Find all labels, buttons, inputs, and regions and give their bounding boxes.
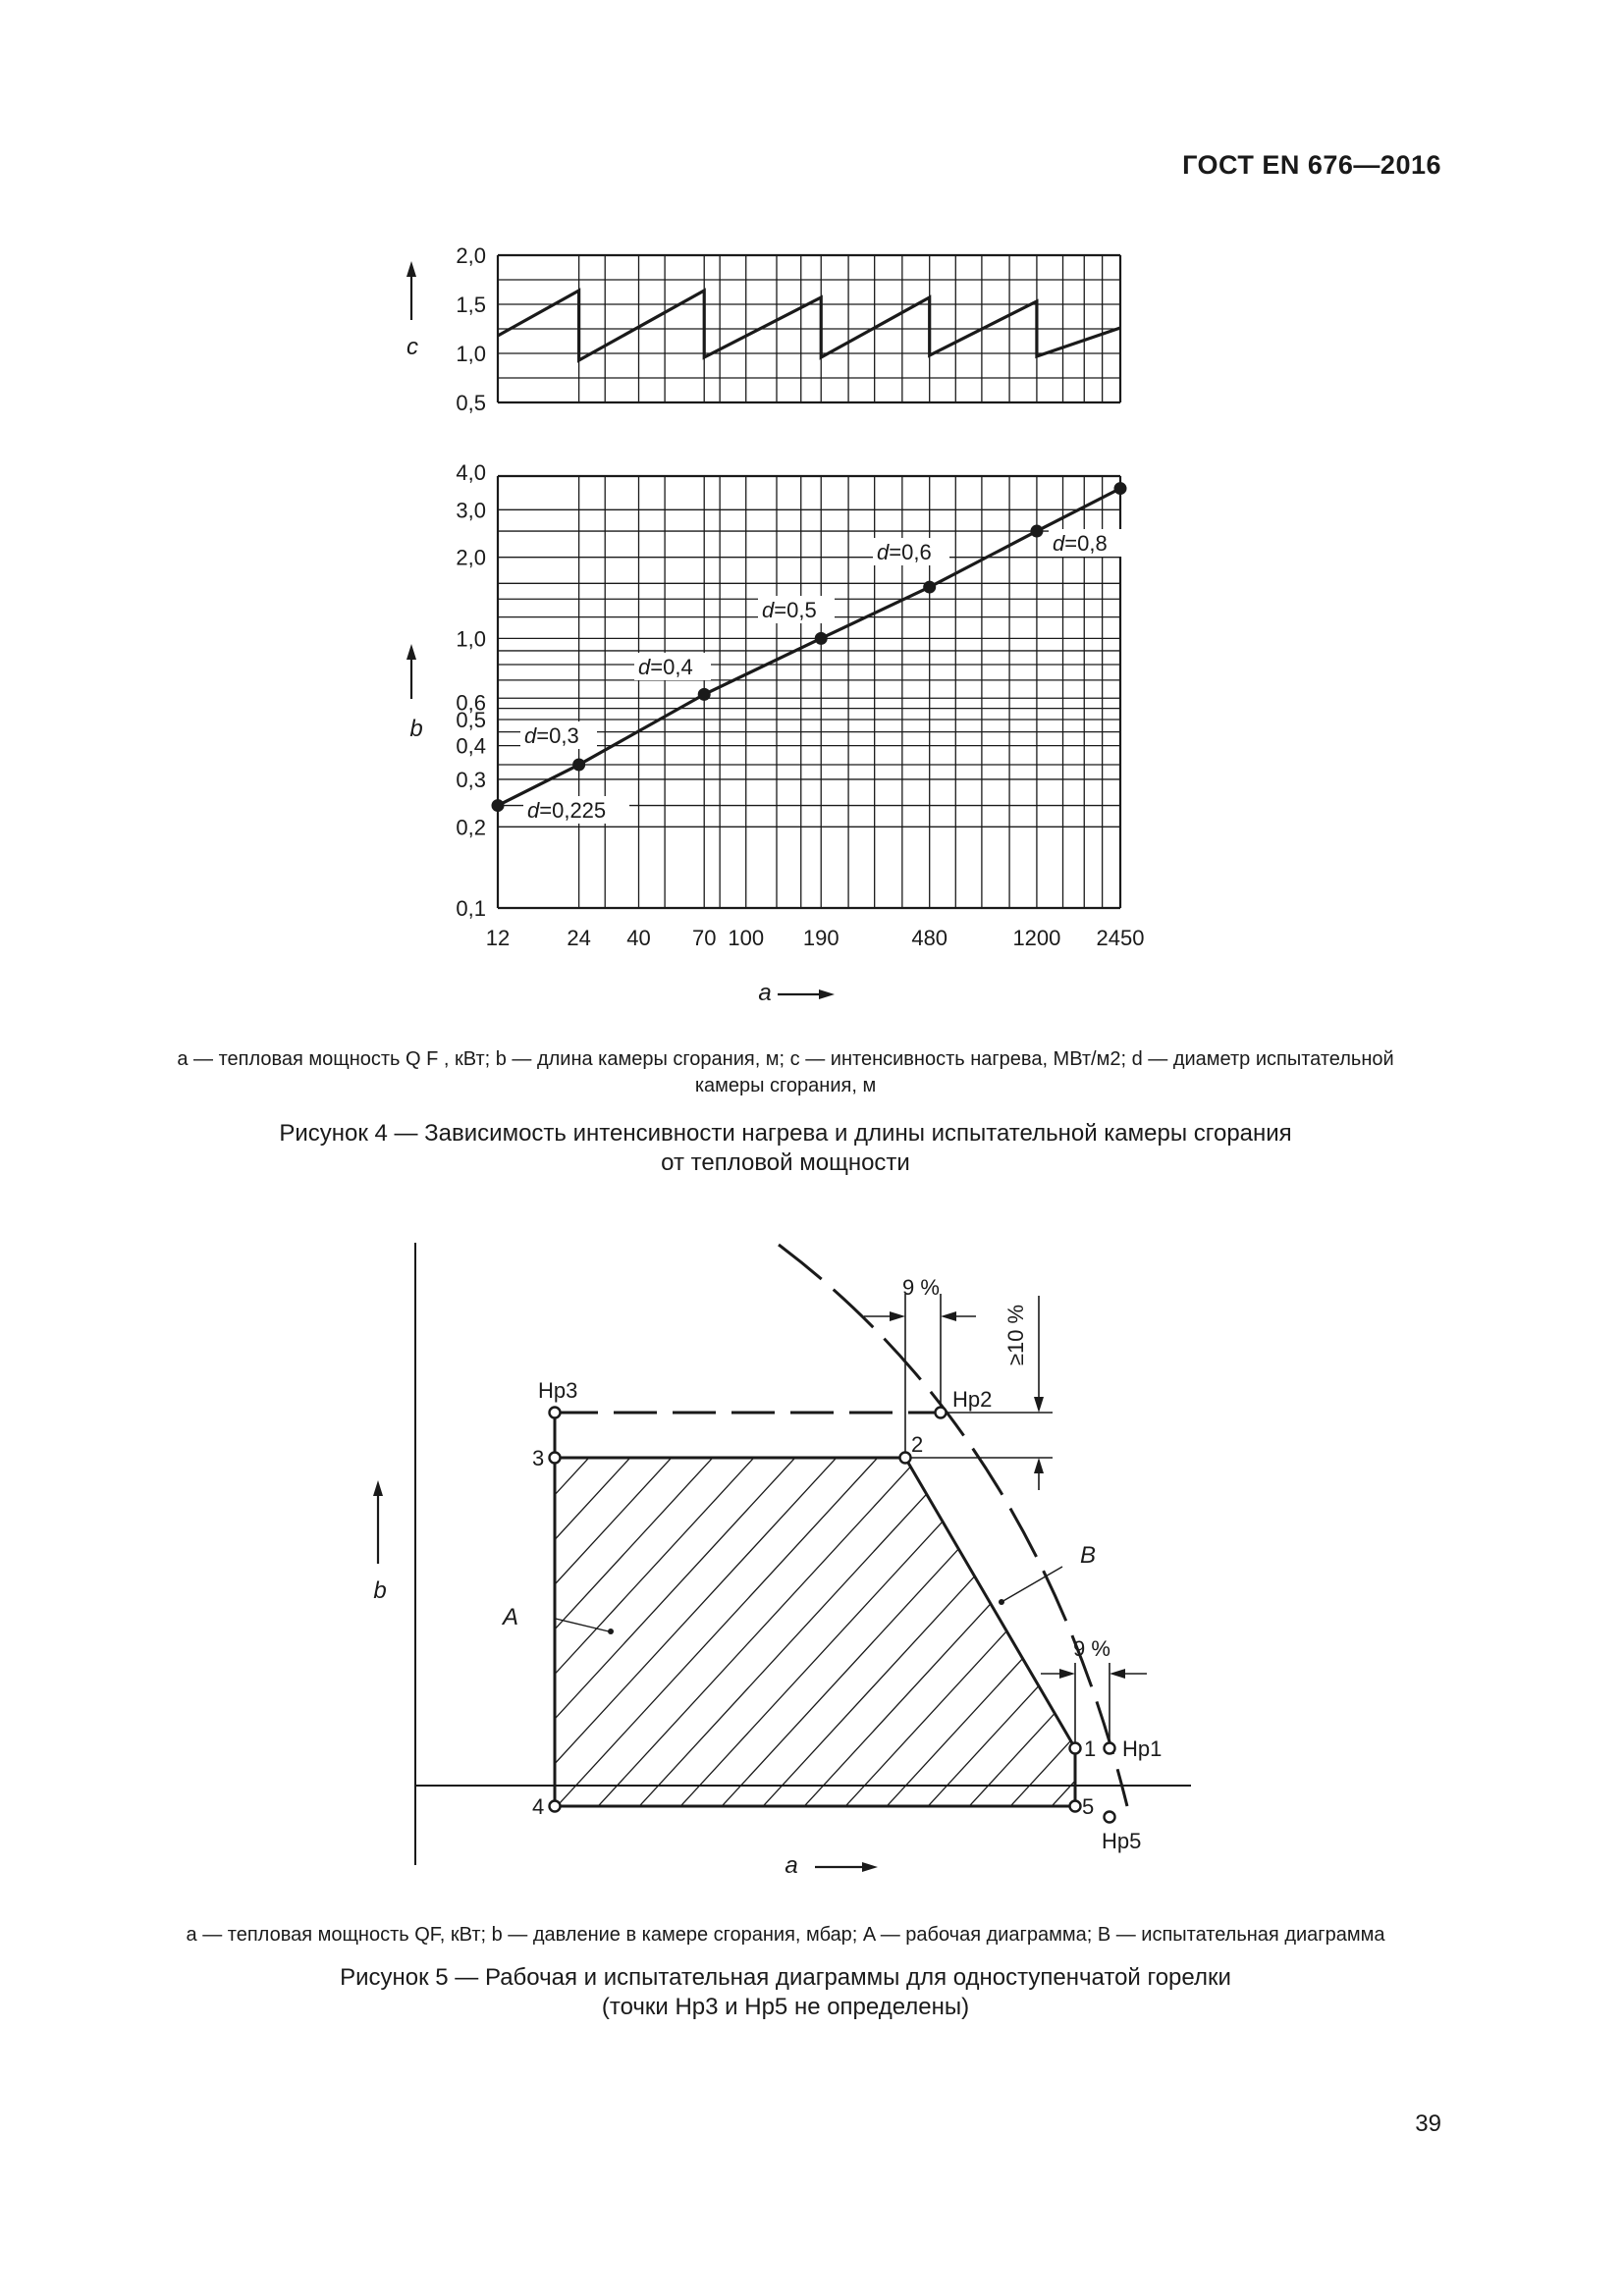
document-standard-header: ГОСТ EN 676—2016: [1182, 150, 1441, 180]
x-tick-label: 40: [626, 926, 651, 950]
point-hp5: [1105, 1812, 1115, 1823]
hatch-line: [214, 1374, 666, 1865]
b-tick-label: 4,0: [456, 460, 486, 485]
point-1: [1070, 1743, 1081, 1754]
chamber-length-point: [1030, 525, 1043, 538]
margin-9-percent-right: 9 %: [1073, 1636, 1110, 1661]
label-hp3: Hp3: [538, 1378, 578, 1403]
figure4-chart: [0, 0, 1624, 1021]
x-tick-label: 12: [485, 926, 511, 950]
point-hp1: [1105, 1743, 1115, 1754]
operating-diagram-outline: [555, 1458, 1075, 1806]
label-3: 3: [532, 1446, 545, 1470]
x-tick-label: 1200: [1012, 926, 1061, 950]
operating-area-hatch: [0, 1374, 1624, 1865]
figure5-caption-line2: (точки Hp3 и Hp5 не определены): [601, 1994, 970, 2020]
hatch-line: [0, 1374, 418, 1865]
chamber-length-point: [572, 759, 585, 772]
figure5-legend: a — тепловая мощность QF, кВт; b — давление в камере сгорания, мбар; A — рабочая диаграмма; B — испытательная диаграмма: [186, 1924, 1385, 1946]
chamber-length-panel-grid: [498, 476, 1120, 908]
x-tick-label: 190: [802, 926, 839, 950]
diameter-label: d=0,5: [762, 598, 817, 622]
hatch-line: [0, 1374, 336, 1865]
fig5-a-axis-label: a: [785, 1852, 798, 1879]
hatch-line: [255, 1374, 707, 1865]
point-4: [550, 1801, 561, 1812]
label-4: 4: [532, 1794, 545, 1819]
label-2: 2: [911, 1432, 924, 1457]
diameter-label: d=0,8: [1053, 531, 1108, 556]
b-tick-label: 3,0: [456, 498, 486, 523]
x-tick-label: 2450: [1096, 926, 1145, 950]
hatch-line: [0, 1374, 295, 1865]
page-number: 39: [1415, 2110, 1441, 2137]
hatch-line: [1204, 1374, 1624, 1865]
point-2: [900, 1453, 911, 1464]
hatch-line: [544, 1374, 996, 1865]
hatch-line: [1039, 1374, 1490, 1865]
hatch-line: [833, 1374, 1284, 1865]
figure5-caption-line1: Рисунок 5 — Рабочая и испытательная диаграммы для одноступенчатой горелки: [340, 1964, 1231, 1991]
b-axis-arrow-fig5: [373, 1480, 383, 1564]
hatch-line: [49, 1374, 501, 1865]
x-tick-label: 70: [691, 926, 717, 950]
hatch-line: [90, 1374, 545, 1865]
hatch-line: [1163, 1374, 1614, 1865]
c-tick-label: 1,5: [456, 293, 486, 317]
b-tick-label: 0,5: [456, 708, 486, 733]
hatch-line: [1121, 1374, 1573, 1865]
point-3: [550, 1453, 561, 1464]
point-hp2: [936, 1408, 947, 1418]
hatch-line: [709, 1374, 1161, 1865]
x-tick-label: 24: [567, 926, 591, 950]
x-tick-label: 100: [728, 926, 765, 950]
a-axis-arrow: [778, 989, 835, 999]
diameter-label: d=0,6: [877, 540, 932, 564]
label-1: 1: [1084, 1736, 1097, 1761]
hatch-line: [791, 1374, 1243, 1865]
b-tick-label: 0,3: [456, 767, 486, 792]
chamber-length-point: [815, 632, 828, 645]
chamber-length-point: [492, 799, 505, 812]
hatch-line: [297, 1374, 748, 1865]
c-tick-label: 1,0: [456, 342, 486, 366]
hatch-line: [338, 1374, 789, 1865]
diameter-label: d=0,4: [638, 655, 693, 679]
figure4-legend-line1: a — тепловая мощность Q F , кВт; b — длина камеры сгорания, м; c — интенсивность нагрева, МВт/м2; d — диаметр испытательной: [177, 1048, 1394, 1070]
b-axis-label: b: [409, 716, 423, 742]
c-axis-arrow: [406, 261, 416, 320]
b-axis-arrow: [406, 644, 416, 699]
hatch-line: [1080, 1374, 1532, 1865]
hatch-line: [585, 1374, 1037, 1865]
margin-10-percent: ≥10 %: [1003, 1304, 1028, 1366]
diameter-label: d=0,225: [527, 798, 607, 823]
hatch-line: [915, 1374, 1367, 1865]
b-tick-label: 0,6: [456, 690, 486, 716]
b-tick-label: 0,1: [456, 896, 486, 921]
chamber-length-point: [698, 688, 711, 701]
a-axis-label: a: [758, 980, 772, 1006]
hatch-line: [173, 1374, 624, 1865]
hatch-line: [379, 1374, 831, 1865]
hatch-line: [668, 1374, 1119, 1865]
figure4-caption-line1: Рисунок 4 — Зависимость интенсивности нагрева и длины испытательной камеры сгорания: [279, 1120, 1292, 1147]
margin-9-percent-top: 9 %: [902, 1275, 940, 1300]
hatch-line: [874, 1374, 1326, 1865]
label-hp2: Hp2: [952, 1387, 993, 1412]
b-tick-label: 0,4: [456, 733, 486, 759]
area-a-label: A: [503, 1604, 519, 1630]
b-tick-label: 1,0: [456, 626, 486, 652]
chamber-length-series: [498, 489, 1120, 806]
b-tick-label: 2,0: [456, 545, 486, 570]
a-axis-arrow-fig5: [815, 1862, 878, 1872]
b-tick-label: 0,2: [456, 815, 486, 840]
x-tick-label: 480: [911, 926, 948, 950]
heat-intensity-panel-grid: [498, 255, 1120, 402]
c-tick-label: 0,5: [456, 391, 486, 415]
diameter-label: d=0,3: [524, 723, 579, 748]
chamber-length-point: [1114, 482, 1127, 495]
fig5-b-axis-label: b: [373, 1577, 387, 1604]
hatch-line: [0, 1374, 377, 1865]
hatch-line: [956, 1374, 1408, 1865]
hatch-line: [8, 1374, 460, 1865]
figure4-caption-line2: от тепловой мощности: [661, 1149, 910, 1176]
area-b-label: B: [1080, 1542, 1097, 1569]
label-hp5: Hp5: [1102, 1829, 1142, 1853]
c-axis-label: c: [406, 334, 418, 360]
figure5-diagram: [0, 1178, 1624, 1914]
hatch-line: [420, 1374, 872, 1865]
heat-intensity-series: [498, 291, 1120, 360]
hatch-line: [750, 1374, 1202, 1865]
point-5: [1070, 1801, 1081, 1812]
point-hp3: [550, 1408, 561, 1418]
label-hp1: Hp1: [1122, 1736, 1163, 1761]
hatch-line: [461, 1374, 913, 1865]
hatch-line: [503, 1374, 954, 1865]
c-tick-label: 2,0: [456, 243, 486, 268]
hatch-line: [626, 1374, 1078, 1865]
chamber-length-point: [923, 581, 936, 594]
label-5: 5: [1082, 1794, 1095, 1819]
figure4-legend-line2: камеры сгорания, м: [694, 1075, 877, 1096]
